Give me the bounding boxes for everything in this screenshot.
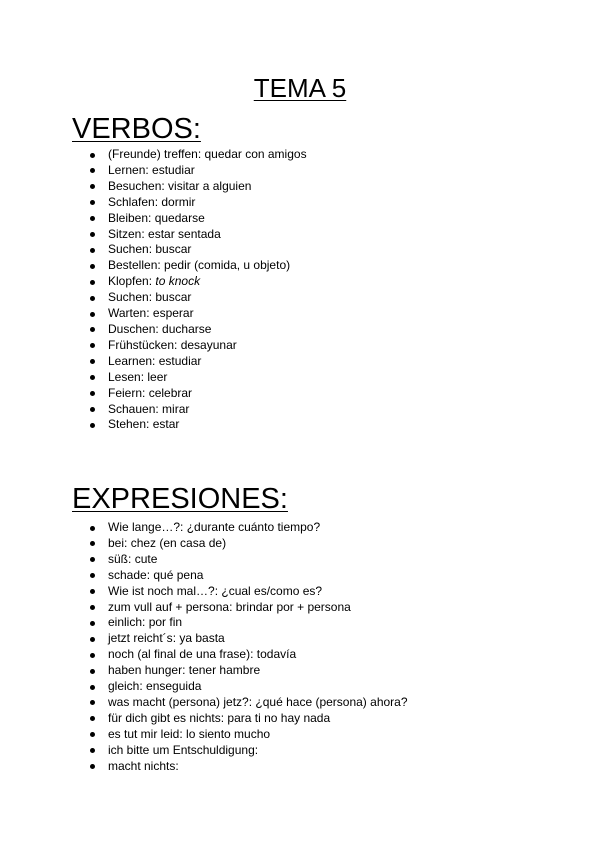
item-term: Wie lange…? [108, 520, 181, 534]
item-meaning: estudiar [152, 162, 195, 177]
bullet-icon [90, 605, 95, 610]
item-separator: : [140, 369, 148, 384]
item-term: einlich [108, 615, 143, 630]
page-title: TEMA 5 [253, 73, 347, 103]
list-item [88, 679, 408, 695]
item-separator: : [182, 663, 189, 678]
item-term: Wie ist noch mal…? [108, 583, 215, 598]
item-meaning: visitar a alguien [168, 178, 252, 193]
bullet-icon [90, 391, 95, 396]
item-separator: : [146, 417, 153, 432]
item-meaning: ducharse [162, 321, 212, 336]
item-term: für dich gibt es nichts [108, 710, 221, 725]
item-meaning: esperar [152, 306, 194, 321]
item-separator: : [145, 162, 153, 177]
item-separator: : [155, 321, 163, 336]
item-term: (Freunde) treffen [108, 147, 198, 161]
item-separator: : [254, 742, 259, 757]
verbos-list [88, 147, 307, 433]
item-separator: : [128, 551, 135, 566]
item-separator: : [179, 726, 187, 741]
list-item [88, 402, 307, 418]
item-term: jetzt reicht´s [108, 631, 173, 646]
item-separator: : [180, 520, 187, 534]
item-term: zum vull auf + persona [108, 599, 230, 614]
item-term: macht nichts [108, 758, 176, 773]
list-item [88, 568, 408, 584]
bullet-icon [90, 637, 95, 642]
list-item [88, 552, 408, 568]
item-separator: : [146, 567, 154, 582]
bullet-icon [90, 296, 95, 301]
item-separator: : [157, 258, 165, 273]
list-item [88, 195, 307, 211]
bullet-icon [90, 375, 95, 380]
item-separator: : [248, 694, 256, 709]
list-item [88, 306, 307, 322]
bullet-icon [90, 653, 95, 658]
list-item [88, 386, 307, 402]
item-meaning: ¿cual es/como es? [221, 583, 323, 598]
item-term: Frühstücken [108, 337, 175, 352]
item-meaning: quedarse [154, 210, 205, 225]
bullet-icon [90, 248, 95, 253]
item-term: Lernen [108, 162, 146, 177]
item-term: haben hunger [108, 663, 183, 678]
list-item [88, 647, 408, 663]
item-meaning: todavía [256, 647, 297, 662]
list-item [88, 258, 307, 274]
bullet-icon [90, 312, 95, 317]
item-meaning: qué pena [153, 567, 204, 582]
list-item [88, 242, 307, 258]
item-separator: : [174, 337, 181, 352]
bullet-icon [90, 184, 95, 189]
item-term: gleich [108, 679, 140, 694]
item-separator: : [148, 242, 156, 257]
bullet-icon [90, 407, 95, 412]
item-separator: : [141, 226, 149, 241]
item-meaning: cute [134, 551, 158, 566]
bullet-icon [90, 232, 95, 237]
bullet-icon [90, 526, 95, 531]
item-term: Lesen [108, 369, 141, 384]
item-term: süß [108, 551, 129, 566]
item-term: bei [108, 535, 125, 550]
item-meaning: brindar por + persona [235, 599, 351, 614]
item-meaning: estar sentada [148, 226, 221, 241]
list-item [88, 227, 307, 243]
list-item [88, 711, 408, 727]
list-item [88, 520, 408, 536]
bullet-icon [90, 264, 95, 269]
list-item [88, 322, 307, 338]
item-meaning: para ti no hay nada [227, 710, 331, 725]
bullet-icon [90, 359, 95, 364]
bullet-icon [90, 669, 95, 674]
item-term: ich bitte um Entschuldigung [108, 742, 255, 757]
list-item [88, 759, 408, 775]
item-term: schade [108, 567, 147, 582]
item-meaning: dormir [161, 194, 196, 209]
item-meaning: estar [152, 417, 180, 432]
item-separator: : [142, 385, 149, 400]
item-separator: : [161, 178, 169, 193]
list-item [88, 743, 408, 759]
item-term: Suchen [108, 290, 149, 305]
item-term: Klopfen [108, 274, 149, 289]
item-separator: : [229, 599, 236, 614]
bullet-icon [90, 716, 95, 721]
item-term: Schauen [108, 401, 156, 416]
list-item [88, 370, 307, 386]
item-meaning: leer [147, 369, 168, 384]
list-item [88, 163, 307, 179]
item-term: Duschen [108, 321, 156, 336]
item-separator: : [250, 647, 257, 662]
item-separator: : [152, 353, 159, 368]
item-term: Suchen [108, 242, 149, 257]
bullet-icon [90, 573, 95, 578]
item-separator: : [155, 401, 163, 416]
item-separator: : [139, 679, 147, 694]
item-meaning: buscar [155, 290, 192, 305]
item-meaning: pedir (comida, u objeto) [164, 258, 291, 273]
bullet-icon [90, 685, 95, 690]
item-separator: : [172, 631, 180, 646]
item-meaning: tener hambre [188, 663, 261, 678]
item-term: Learnen [108, 353, 153, 368]
list-item [88, 663, 408, 679]
list-item [88, 615, 408, 631]
item-separator: : [214, 583, 222, 598]
list-item [88, 536, 408, 552]
bullet-icon [90, 748, 95, 753]
bullet-icon [90, 168, 95, 173]
item-meaning: quedar con amigos [204, 147, 307, 161]
item-term: es tut mir leid [108, 726, 180, 741]
list-item [88, 584, 408, 600]
item-meaning: chez (en casa de) [130, 535, 227, 550]
item-separator: : [154, 194, 162, 209]
item-meaning: desayunar [180, 337, 237, 352]
item-meaning: buscar [155, 242, 192, 257]
item-meaning: mirar [162, 401, 190, 416]
item-term: Besuchen [108, 178, 162, 193]
bullet-icon [90, 280, 95, 285]
list-item [88, 727, 408, 743]
item-term: Bleiben [108, 210, 149, 225]
list-item [88, 179, 307, 195]
item-meaning: lo siento mucho [186, 726, 271, 741]
bullet-icon [90, 541, 95, 546]
item-meaning: estudiar [158, 353, 202, 368]
item-separator: : [124, 535, 131, 550]
bullet-icon [90, 200, 95, 205]
item-separator: : [148, 210, 155, 225]
item-term: Sitzen [108, 226, 142, 241]
item-term: was macht (persona) jetz? [108, 694, 249, 709]
item-meaning: to knock [155, 274, 201, 289]
bullet-icon [90, 216, 95, 221]
item-term: Bestellen [108, 258, 158, 273]
item-meaning: por fin [148, 615, 183, 630]
bullet-icon [90, 732, 95, 737]
item-meaning: ¿qué hace (persona) ahora? [255, 694, 408, 709]
item-meaning: ¿durante cuánto tiempo? [186, 520, 321, 534]
item-separator: : [142, 615, 149, 630]
list-item [88, 211, 307, 227]
bullet-icon [90, 423, 95, 428]
list-item [88, 631, 408, 647]
bullet-icon [90, 700, 95, 705]
item-meaning: ya basta [179, 631, 225, 646]
list-item [88, 147, 307, 163]
item-separator: : [175, 758, 179, 773]
verbos-heading: VERBOS: [72, 113, 201, 145]
item-separator: : [148, 290, 156, 305]
list-item [88, 290, 307, 306]
list-item [88, 600, 408, 616]
item-separator: : [220, 710, 228, 725]
item-term: Feiern [108, 385, 143, 400]
bullet-icon [90, 621, 95, 626]
item-separator: : [148, 274, 156, 289]
item-term: Schlafen [108, 194, 155, 209]
expresiones-list [88, 520, 408, 775]
item-meaning: celebrar [148, 385, 193, 400]
item-separator: : [146, 306, 153, 321]
bullet-icon [90, 343, 95, 348]
bullet-icon [90, 153, 95, 158]
list-item [88, 274, 307, 290]
list-item [88, 695, 408, 711]
bullet-icon [90, 764, 95, 769]
list-item [88, 338, 307, 354]
bullet-icon [90, 589, 95, 594]
item-term: Stehen [108, 417, 147, 432]
item-separator: : [197, 147, 205, 161]
list-item [88, 354, 307, 370]
item-term: Warten [108, 306, 147, 321]
item-meaning: enseguida [146, 679, 202, 694]
list-item [88, 417, 307, 433]
expresiones-heading: EXPRESIONES: [72, 483, 288, 515]
bullet-icon [90, 327, 95, 332]
item-term: noch (al final de una frase) [108, 647, 251, 662]
bullet-icon [90, 557, 95, 562]
